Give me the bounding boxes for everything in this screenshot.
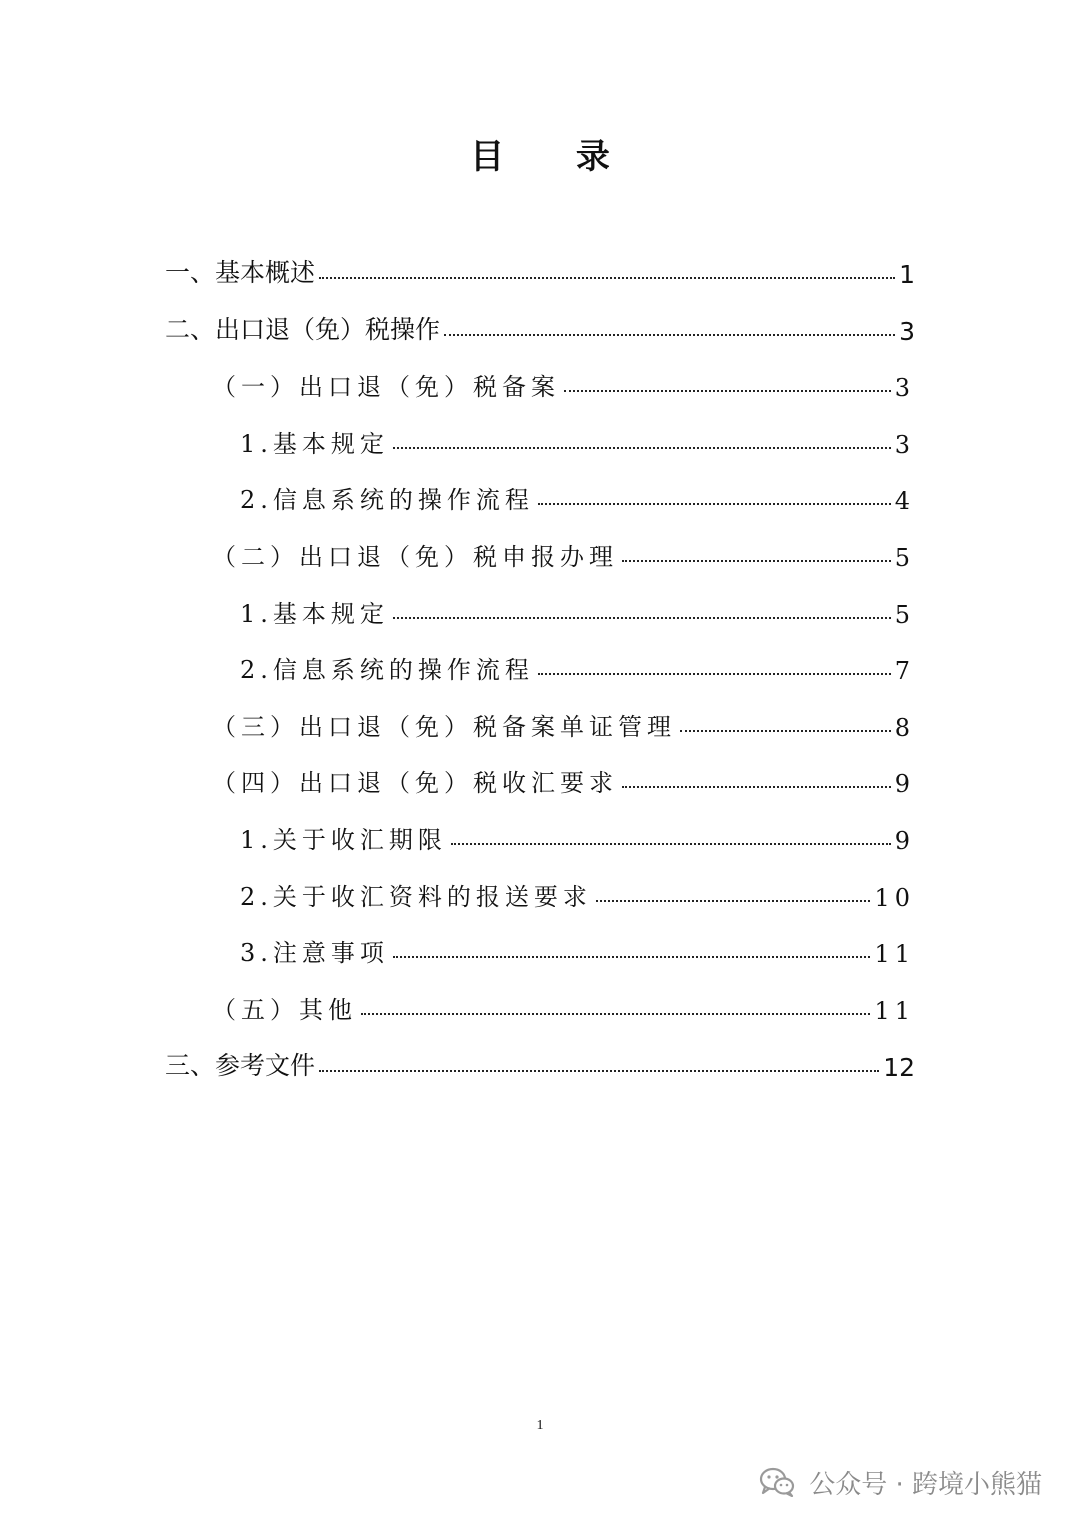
- toc-entry-label: 2.信息系统的操作流程: [240, 656, 534, 684]
- toc-entry-label: （二）出口退（免）税申报办理: [212, 543, 618, 571]
- toc-entry[interactable]: [240, 415, 915, 459]
- page-title: 目 录: [470, 137, 640, 177]
- toc-entry-page: 11: [874, 940, 915, 968]
- toc-entry-page: 3: [894, 374, 915, 402]
- dot-leader: [622, 560, 891, 562]
- dot-leader: [680, 730, 891, 732]
- toc-entry-label: （五）其他: [212, 996, 357, 1024]
- toc-entry[interactable]: [212, 754, 915, 798]
- dot-leader: [444, 334, 895, 336]
- toc-entry[interactable]: [240, 811, 915, 855]
- dot-leader: [538, 503, 891, 505]
- toc-entry-label: 二、出口退（免）税操作: [165, 315, 441, 344]
- toc-entry-label: 三、参考文件: [165, 1051, 316, 1080]
- toc-entry-page: 3: [899, 317, 915, 346]
- toc-entry[interactable]: [212, 528, 915, 572]
- toc-entry-page: 3: [894, 431, 915, 459]
- dot-leader: [361, 1013, 870, 1015]
- toc-entry-label: 一、基本概述: [165, 258, 316, 287]
- page-number: 1: [536, 1418, 544, 1433]
- toc-entry-page: 5: [894, 544, 915, 572]
- toc-entry-label: 1.基本规定: [240, 430, 389, 458]
- dot-leader: [319, 277, 895, 279]
- toc-entry-page: 8: [894, 714, 915, 742]
- toc-entry-page: 9: [894, 827, 915, 855]
- toc-entry-page: 12: [883, 1053, 915, 1082]
- toc-entry-page: 10: [874, 884, 915, 912]
- toc-entry-page: 7: [894, 657, 915, 685]
- toc-entry-page: 4: [894, 487, 915, 515]
- toc-entry[interactable]: [240, 471, 915, 515]
- toc-entry-label: 2.关于收汇资料的报送要求: [240, 883, 592, 911]
- dot-leader: [564, 390, 891, 392]
- dot-leader: [319, 1070, 879, 1072]
- toc-entry[interactable]: [212, 981, 915, 1025]
- toc-entry[interactable]: [165, 1038, 915, 1082]
- dot-leader: [393, 447, 891, 449]
- toc-entry-label: 1.基本规定: [240, 600, 389, 628]
- watermark: [759, 1457, 1042, 1507]
- dot-leader: [451, 843, 891, 845]
- toc-entry-page: 9: [894, 770, 915, 798]
- toc-entry-label: 2.信息系统的操作流程: [240, 486, 534, 514]
- toc-entry-page: 5: [894, 601, 915, 629]
- dot-leader: [538, 673, 891, 675]
- watermark-text: 公众号 · 跨境小熊猫: [809, 1469, 1042, 1500]
- toc-entry-label: （四）出口退（免）税收汇要求: [212, 769, 618, 797]
- dot-leader: [596, 900, 871, 902]
- toc-entry[interactable]: [240, 585, 915, 629]
- toc-entry[interactable]: [240, 641, 915, 685]
- dot-leader: [622, 786, 891, 788]
- toc-entry[interactable]: [212, 698, 915, 742]
- dot-leader: [393, 956, 871, 958]
- toc-entry-page: 1: [899, 260, 915, 289]
- toc-entry[interactable]: [240, 868, 915, 912]
- dot-leader: [393, 617, 891, 619]
- toc-entry-page: 11: [874, 997, 915, 1025]
- toc-entry-label: （三）出口退（免）税备案单证管理: [212, 713, 676, 741]
- wechat-icon: [759, 1467, 795, 1497]
- toc-entry[interactable]: [212, 358, 915, 402]
- toc-entry[interactable]: [165, 245, 915, 289]
- toc-entry-label: 3.注意事项: [240, 939, 389, 967]
- toc-entry-label: 1.关于收汇期限: [240, 826, 447, 854]
- toc-entry-label: （一）出口退（免）税备案: [212, 373, 560, 401]
- toc-entry[interactable]: [240, 924, 915, 968]
- toc-entry[interactable]: [165, 302, 915, 346]
